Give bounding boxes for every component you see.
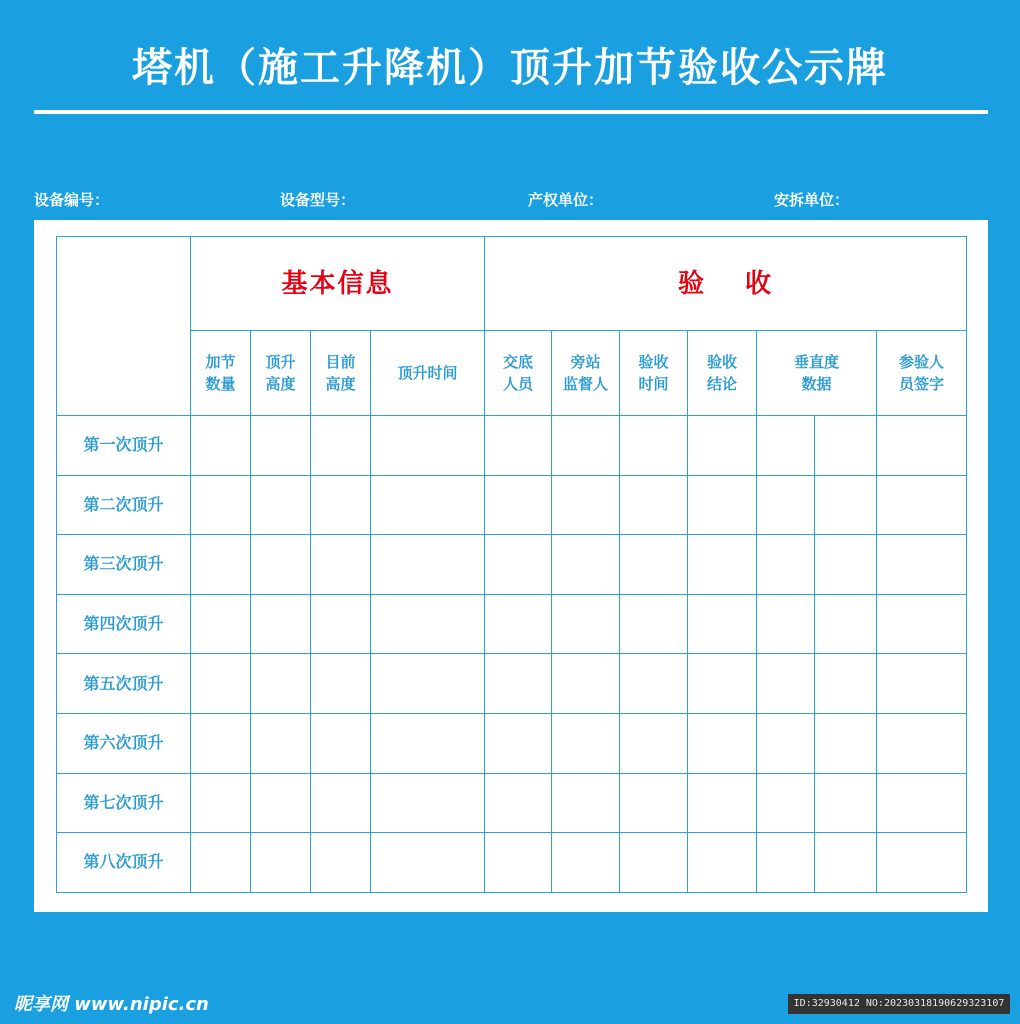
entry-cell[interactable]	[191, 713, 251, 773]
entry-cell[interactable]	[757, 713, 815, 773]
row-label: 第三次顶升	[57, 535, 191, 595]
entry-cell[interactable]	[485, 773, 552, 833]
entry-cell[interactable]	[485, 654, 552, 714]
title-underline	[34, 110, 988, 114]
entry-cell[interactable]	[815, 654, 877, 714]
entry-cell[interactable]	[251, 773, 311, 833]
header-verticality-data: 垂直度 数据	[757, 331, 877, 416]
entry-cell[interactable]	[311, 416, 371, 476]
entry-cell[interactable]	[688, 475, 757, 535]
entry-cell[interactable]	[620, 535, 688, 595]
entry-cell[interactable]	[877, 713, 967, 773]
row-label: 第二次顶升	[57, 475, 191, 535]
entry-cell[interactable]	[815, 594, 877, 654]
entry-cell[interactable]	[757, 475, 815, 535]
entry-cell[interactable]	[485, 833, 552, 893]
entry-cell[interactable]	[620, 475, 688, 535]
board-panel	[34, 220, 988, 912]
entry-cell[interactable]	[552, 416, 620, 476]
entry-cell[interactable]	[371, 416, 485, 476]
acceptance-table	[56, 236, 967, 893]
entry-cell[interactable]	[815, 535, 877, 595]
entry-cell[interactable]	[251, 654, 311, 714]
entry-cell[interactable]	[311, 475, 371, 535]
entry-cell[interactable]	[815, 416, 877, 476]
entry-cell[interactable]	[688, 594, 757, 654]
page-title: 塔机（施工升降机）顶升加节验收公示牌	[132, 45, 888, 91]
row-label: 第一次顶升	[57, 416, 191, 476]
entry-cell[interactable]	[688, 713, 757, 773]
entry-cell[interactable]	[757, 654, 815, 714]
row-label: 第六次顶升	[57, 713, 191, 773]
entry-cell[interactable]	[552, 594, 620, 654]
entry-cell[interactable]	[757, 416, 815, 476]
header-lift-height: 顶升 高度	[251, 331, 311, 416]
entry-cell[interactable]	[877, 773, 967, 833]
table-row	[57, 654, 967, 714]
entry-cell[interactable]	[815, 713, 877, 773]
table-row	[57, 594, 967, 654]
entry-cell[interactable]	[251, 475, 311, 535]
site-watermark: 昵享网 www.nipic.cn	[14, 994, 209, 1015]
table-row	[57, 773, 967, 833]
entry-cell[interactable]	[485, 713, 552, 773]
entry-cell[interactable]	[485, 416, 552, 476]
header-briefing-staff: 交底 人员	[485, 331, 552, 416]
entry-cell[interactable]	[371, 475, 485, 535]
entry-cell[interactable]	[251, 535, 311, 595]
entry-cell[interactable]	[620, 416, 688, 476]
entry-cell[interactable]	[371, 594, 485, 654]
entry-cell[interactable]	[877, 594, 967, 654]
entry-cell[interactable]	[815, 773, 877, 833]
device-number-label: 设备编号：	[34, 191, 110, 209]
entry-cell[interactable]	[191, 475, 251, 535]
header-supervisor: 旁站 监督人	[552, 331, 620, 416]
entry-cell[interactable]	[485, 475, 552, 535]
row-label: 第八次顶升	[57, 833, 191, 893]
entry-cell[interactable]	[371, 535, 485, 595]
entry-cell[interactable]	[371, 773, 485, 833]
entry-cell[interactable]	[191, 594, 251, 654]
entry-cell[interactable]	[251, 833, 311, 893]
entry-cell[interactable]	[815, 833, 877, 893]
header-add-sections: 加节 数量	[191, 331, 251, 416]
entry-cell[interactable]	[688, 535, 757, 595]
table-row	[57, 475, 967, 535]
header-current-height: 目前 高度	[311, 331, 371, 416]
entry-cell[interactable]	[311, 535, 371, 595]
entry-cell[interactable]	[688, 654, 757, 714]
entry-cell[interactable]	[485, 594, 552, 654]
entry-cell[interactable]	[620, 833, 688, 893]
group-acceptance: 验 收	[485, 237, 967, 331]
header-signatures: 参验人 员签字	[877, 331, 967, 416]
entry-cell[interactable]	[251, 594, 311, 654]
entry-cell[interactable]	[552, 773, 620, 833]
entry-cell[interactable]	[620, 654, 688, 714]
entry-cell[interactable]	[191, 654, 251, 714]
entry-cell[interactable]	[251, 416, 311, 476]
device-model-label: 设备型号：	[280, 191, 356, 209]
group-basic-info: 基本信息	[191, 237, 485, 331]
entry-cell[interactable]	[552, 713, 620, 773]
entry-cell[interactable]	[191, 833, 251, 893]
entry-cell[interactable]	[757, 773, 815, 833]
table-row	[57, 713, 967, 773]
table-row	[57, 416, 967, 476]
entry-cell[interactable]	[877, 535, 967, 595]
entry-cell[interactable]	[311, 773, 371, 833]
entry-cell[interactable]	[311, 594, 371, 654]
entry-cell[interactable]	[552, 654, 620, 714]
entry-cell[interactable]	[877, 833, 967, 893]
row-label: 第五次顶升	[57, 654, 191, 714]
entry-cell[interactable]	[757, 535, 815, 595]
entry-cell[interactable]	[620, 594, 688, 654]
entry-cell[interactable]	[757, 594, 815, 654]
entry-cell[interactable]	[251, 713, 311, 773]
entry-cell[interactable]	[552, 535, 620, 595]
image-id-strip: ID:32930412 NO:20230318190629323107	[788, 994, 1010, 1014]
entry-cell[interactable]	[371, 713, 485, 773]
entry-cell[interactable]	[688, 833, 757, 893]
table-row	[57, 535, 967, 595]
entry-cell[interactable]	[311, 833, 371, 893]
corner-cell	[57, 237, 191, 416]
entry-cell[interactable]	[371, 833, 485, 893]
entry-cell[interactable]	[552, 475, 620, 535]
header-acceptance-time: 验收 时间	[620, 331, 688, 416]
header-acceptance-result: 验收 结论	[688, 331, 757, 416]
entry-cell[interactable]	[620, 713, 688, 773]
entry-cell[interactable]	[757, 833, 815, 893]
entry-cell[interactable]	[191, 535, 251, 595]
row-label: 第四次顶升	[57, 594, 191, 654]
entry-cell[interactable]	[371, 654, 485, 714]
entry-cell[interactable]	[877, 654, 967, 714]
entry-cell[interactable]	[552, 833, 620, 893]
entry-cell[interactable]	[191, 773, 251, 833]
entry-cell[interactable]	[620, 773, 688, 833]
header-lift-time: 顶升时间	[371, 331, 485, 416]
entry-cell[interactable]	[877, 416, 967, 476]
install-unit-label: 安拆单位：	[774, 191, 850, 209]
property-unit-label: 产权单位：	[528, 191, 604, 209]
table-row	[57, 833, 967, 893]
entry-cell[interactable]	[485, 535, 552, 595]
row-label: 第七次顶升	[57, 773, 191, 833]
entry-cell[interactable]	[311, 713, 371, 773]
entry-cell[interactable]	[688, 773, 757, 833]
entry-cell[interactable]	[815, 475, 877, 535]
entry-cell[interactable]	[877, 475, 967, 535]
entry-cell[interactable]	[191, 416, 251, 476]
entry-cell[interactable]	[688, 416, 757, 476]
entry-cell[interactable]	[311, 654, 371, 714]
